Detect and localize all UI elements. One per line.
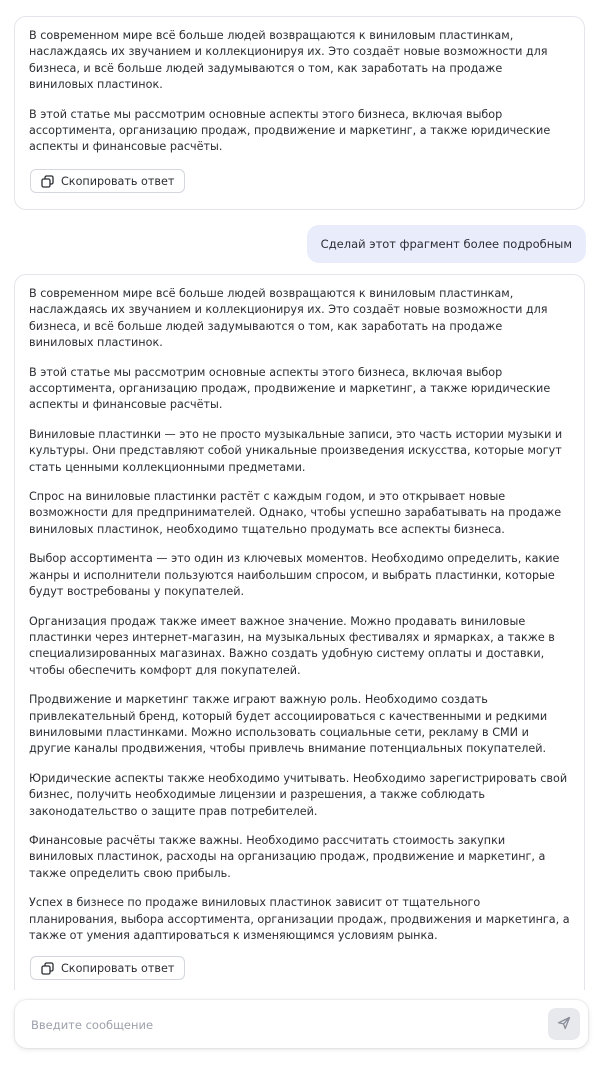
user-message-text: Сделай этот фрагмент более подробным [320,237,572,251]
send-icon [557,1015,571,1034]
message-paragraph: Юридические аспекты также необходимо учитывать. Необходимо зарегистрировать свой бизнес, получить необходимые лицензии и разрешения, а также соблюдать законодательство о защите прав потребителей. [29,771,568,818]
send-button[interactable] [548,1008,580,1040]
assistant-message [14,274,585,990]
copy-icon [41,962,54,975]
user-message [307,225,586,263]
message-paragraph: Спрос на виниловые пластинки растёт с каждым годом, и это открывает новые возможности для предпринимателей. Однако, чтобы успешно зарабатывать на продаже виниловых пластинок, необходимо тщательно продумать все аспекты бизнеса. [29,490,562,536]
message-composer [15,1000,588,1048]
message-input[interactable] [29,1012,533,1038]
message-paragraph: В современном мире всё больше людей возвращаются к виниловым пластинкам, наслаждаясь их звучанием и коллекционируя их. Это создаёт новые возможности для бизнеса, и всё больше людей задумываются о том, как заработать на продаже виниловых пластинок. [29,29,548,92]
copy-answer-label: Скопировать ответ [61,961,175,975]
message-paragraph: В этой статье мы рассмотрим основные аспекты этого бизнеса, включая выбор ассортимента, организацию продаж, продвижение и маркетинг, а также юридические аспекты и финансовые расчёты. [29,365,551,412]
copy-answer-button[interactable] [30,956,185,980]
message-paragraph: В современном мире всё больше людей возвращаются к виниловым пластинкам, наслаждаясь их звучанием и коллекционируя их. Это создаёт новые возможности для бизнеса, и всё больше людей задумываются о том, как заработать на продаже виниловых пластинок. [29,287,548,350]
message-paragraph: В этой статье мы рассмотрим основные аспекты этого бизнеса, включая выбор ассортимента, организацию продаж, продвижение и маркетинг, а также юридические аспекты и финансовые расчёты. [29,107,551,154]
copy-answer-button[interactable] [30,169,185,193]
copy-answer-label: Скопировать ответ [61,174,175,188]
message-paragraph: Финансовые расчёты также важны. Необходимо рассчитать стоимость закупки виниловых пластинок, расходы на организацию продаж, продвижение и маркетинг, а также определить свою прибыль. [29,833,546,880]
message-paragraph: Виниловые пластинки — это не просто музыкальные записи, это часть истории музыки и культуры. Они представляют собой уникальные произведения искусства, которые могут стать ценными коллекционными предметами. [29,427,563,474]
message-paragraph: Успех в бизнесе по продаже виниловых пластинок зависит от тщательного планирования, выбора ассортимента, организации продаж, продвижения и маркетинга, а также от умения адаптироваться к изменяющимся условиям рынка. [29,896,570,942]
copy-icon [41,175,54,188]
message-paragraph: Продвижение и маркетинг также играют важную роль. Необходимо создать привлекательный бренд, который будет ассоциироваться с качественными и редкими виниловыми пластинками. Можно использовать социальные сети, рекламу в СМИ и другие каналы продвижения, чтобы привлечь внимание потенциальных покупателей. [29,693,548,756]
message-paragraph: Организация продаж также имеет важное значение. Можно продавать виниловые пластинки через интернет-магазин, на музыкальных фестивалях и ярмарках, а также в специализированных магазинах. Важно создать удобную систему оплаты и доставки, чтобы обеспечить комфорт для покупателей. [29,614,555,677]
message-paragraph: Выбор ассортимента — это один из ключевых моментов. Необходимо определить, какие жанры и исполнители пользуются наибольшим спросом, и выбрать пластинки, которые будут востребованы у покупателей. [29,552,560,599]
assistant-message [14,16,585,210]
